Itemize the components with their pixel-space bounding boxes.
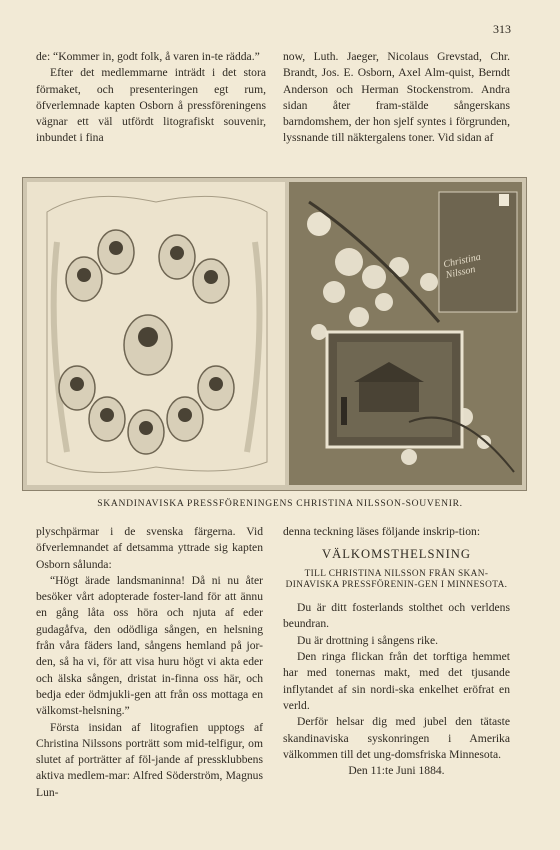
home-illustration <box>289 182 522 485</box>
top-right-column <box>283 49 510 147</box>
paragraph: Efter det medlemmarne inträdt i det stora förmaket, och presenteringen egt rum, öfverlemnade kapten Osborn å pressföreningens vägnar ett väl utfördt litografiskt souvenir, inbundet i fina <box>36 66 266 145</box>
portraits-lithograph <box>27 182 285 485</box>
bottom-left-column <box>36 524 263 801</box>
paragraph: now, Luth. Jaeger, Nicolaus Grevstad, Chr. Brandt, Jos. E. Osborn, Axel Alm-quist, Berndt Anderson och Herman Stockenstrom. Andra sidan åter fram-stälde sångerskans barndomshem, der hon sjelf syntes i förgrunden, lyssnande till näktergalens toner. Vid sidan af <box>283 50 510 145</box>
inscription-heading: VÄLKOMSTHELSNING <box>322 547 471 562</box>
inscription-text <box>283 600 510 779</box>
souvenir-figure <box>22 177 527 491</box>
figure-caption: SKANDINAVISKA PRESSFÖRENINGENS CHRISTINA NILSSON-SOUVENIR. <box>97 498 463 509</box>
inscription-line: Den ringa flickan från det torftiga hemmet har med tonernas makt, med det tjusande inflytandet af sin nordi-ska enkelhet eröfrat en verld. <box>283 650 510 712</box>
bottom-right-column <box>283 524 510 779</box>
inscription-date: Den 11:te Juni 1884. <box>348 764 445 778</box>
inscription-line: Derför helsar dig med jubel den tätaste skandinaviska syskonringen i Amerika välkommen till det ung-domsfriska Minnesota. <box>283 715 510 761</box>
paragraph: de: “Kommer in, godt folk, å varen in-te rädda.” <box>36 50 260 63</box>
inscription-line: Du är ditt fosterlands stolthet och verldens beundran. <box>283 601 510 631</box>
paragraph: denna teckning läses följande inskrip-tion: <box>283 525 481 538</box>
paragraph: Första insidan af litografien upptogs af Christina Nilssons porträtt som mid-telfigur, om slutet af porträtter af föl-jande af pressklubbens aktiva medlem-mar: Alfred Söderström, Magnus Lun- <box>36 720 263 799</box>
inscription-subheading: TILL CHRISTINA NILSSON FRÅN SKAN-DINAVISKA PRESSFÖRENIN-GEN I MINNESOTA. <box>285 568 508 591</box>
home-lithograph <box>289 182 522 485</box>
page-number: 313 <box>493 22 511 36</box>
paragraph: “Högt ärade landsmaninna! Då ni nu åter besöker vårt adopterade foster-land för att ännu en gång låta oss höra och njuta af eder gudagåfva, den odödliga sången, en helsning från våra fäders land, sångens hemland på jor-den, så ha vi, för att visa huru högt vi akta eder och älska sången, dristat in-finna oss här, och bedja eder ödmjukli-gen att från oss mottaga en välkomst-helsning.” <box>36 573 263 718</box>
signature-script: Christina Nilsson <box>442 251 482 282</box>
inscription-line: Du är drottning i sångens rike. <box>297 633 439 647</box>
portraits-illustration <box>27 182 285 485</box>
paragraph: plyschpärmar i de svenska färgerna. Vid öfverlemnandet af detsamma yttrade sig kapten Osborn sålunda: <box>36 525 263 571</box>
top-left-column <box>36 49 266 147</box>
